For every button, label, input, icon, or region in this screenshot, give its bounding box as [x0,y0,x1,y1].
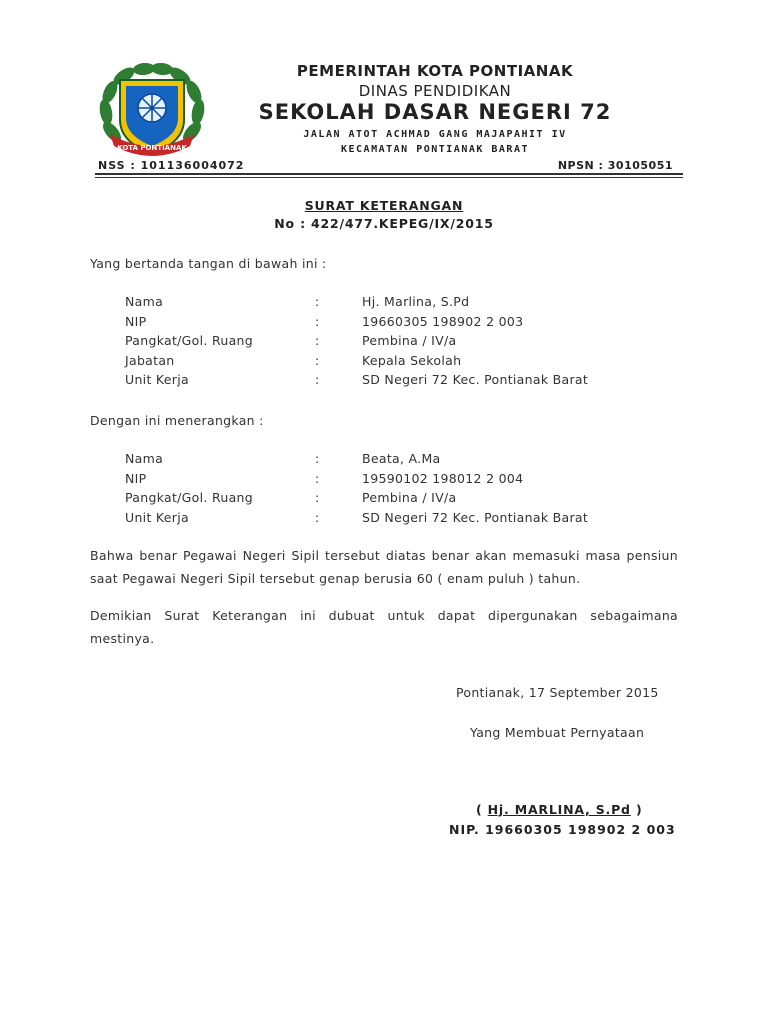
letter-number: No : 422/477.KEPEG/IX/2015 [274,216,494,231]
intro-signer: Yang bertanda tangan di bawah ini : [90,256,327,271]
place-date: Pontianak, 17 September 2015 [456,685,659,700]
signature-open-paren: ( [476,802,488,817]
nss-number: NSS : 101136004072 [98,159,245,172]
intro-subject: Dengan ini menerangkan : [90,413,264,428]
header-address-district: KECAMATAN PONTIANAK BARAT [340,144,529,155]
subject-value-unit: SD Negeri 72 Kec. Pontianak Barat [362,510,589,525]
subject-colon: : [315,510,320,525]
signer-value-unit: SD Negeri 72 Kec. Pontianak Barat [362,372,589,387]
signer-label-unit: Unit Kerja [125,372,189,387]
signer-value-name: Hj. Marlina, S.Pd [362,294,470,309]
subject-label-name: Nama [125,451,164,466]
subject-label-unit: Unit Kerja [125,510,189,525]
signer-colon: : [315,333,320,348]
signer-colon: : [315,314,320,329]
signer-label-nip: NIP [125,314,147,329]
npsn-number: NPSN : 30105051 [557,159,673,172]
statement-paragraph: Bahwa benar Pegawai Negeri Sipil tersebut diatas benar akan memasuki masa pensiun saat Pegawai Negeri Sipil tersebut genap berusia 60 ( enam puluh ) tahun. [90,548,678,586]
subject-label-rank: Pangkat/Gol. Ruang [125,490,254,505]
header-divider-thick [95,173,683,175]
header-government: PEMERINTAH KOTA PONTIANAK [296,62,574,80]
subject-value-name: Beata, A.Ma [362,451,441,466]
signer-colon: : [315,353,320,368]
signer-label-position: Jabatan [125,353,175,368]
header-divider-thin [95,177,683,178]
subject-colon: : [315,490,320,505]
signer-value-nip: 19660305 198902 2 003 [362,314,524,329]
signature-name-text: Hj. MARLINA, S.Pd [487,802,631,817]
letter-title: SURAT KETERANGAN [304,198,464,213]
header-school-name: SEKOLAH DASAR NEGERI 72 [258,100,612,124]
signature-name [476,802,642,817]
signer-label-name: Nama [125,294,164,309]
signer-label-rank: Pangkat/Gol. Ruang [125,333,254,348]
header-department: DINAS PENDIDIKAN [358,82,512,100]
subject-colon: : [315,471,320,486]
subject-value-rank: Pembina / IV/a [362,490,457,505]
signer-colon: : [315,372,320,387]
subject-value-nip: 19590102 198012 2 004 [362,471,524,486]
signature-nip: NIP. 19660305 198902 2 003 [449,822,676,837]
signer-colon: : [315,294,320,309]
logo-ribbon-text: KOTA PONTIANAK [117,144,187,152]
signer-value-position: Kepala Sekolah [362,353,462,368]
signer-value-rank: Pembina / IV/a [362,333,457,348]
subject-colon: : [315,451,320,466]
subject-label-nip: NIP [125,471,147,486]
header-address-street: JALAN ATOT ACHMAD GANG MAJAPAHIT IV [303,129,567,140]
signature-close-paren: ) [630,802,643,817]
closing-paragraph: Demikian Surat Keterangan ini dubuat untuk dapat dipergunakan sebagaimana mestinya. [90,608,678,646]
signer-role: Yang Membuat Pernyataan [470,725,645,740]
